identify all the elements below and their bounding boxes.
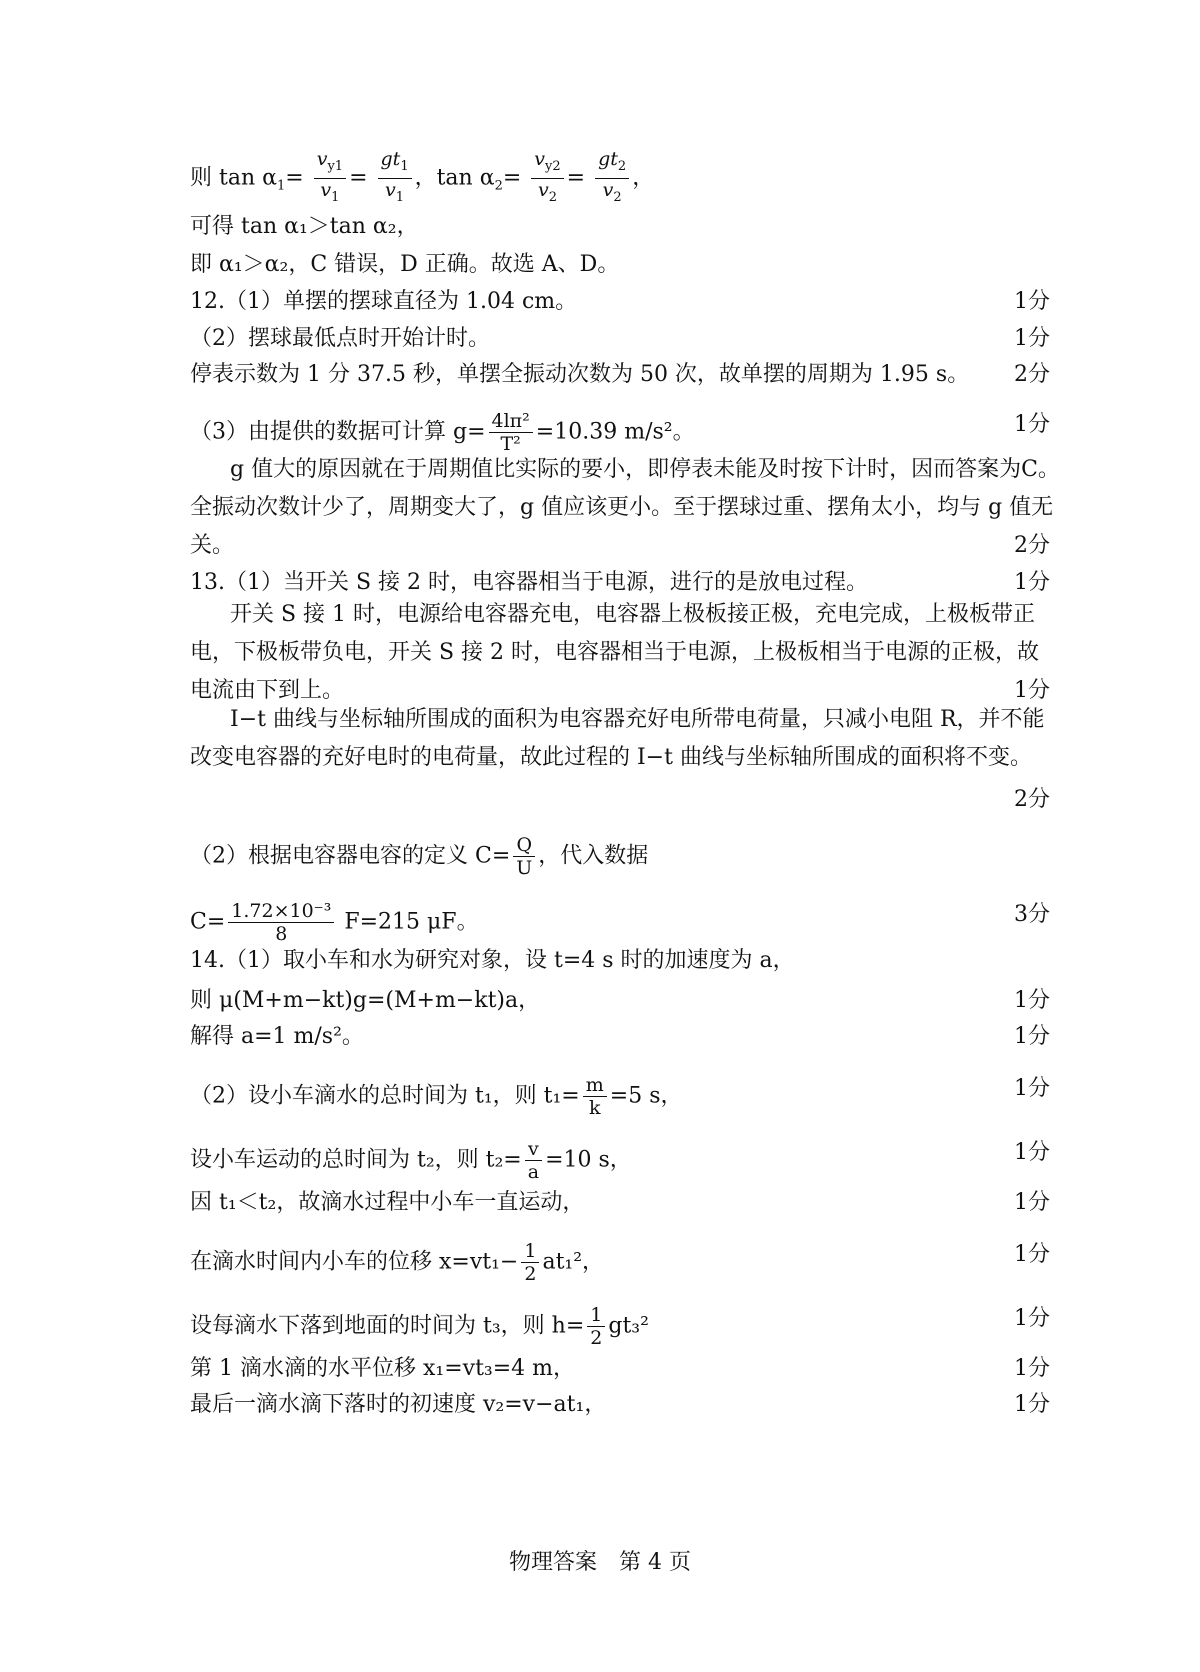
den: U — [516, 857, 533, 879]
num: 1 — [521, 1240, 539, 1263]
sub: 2 — [617, 158, 627, 174]
text: 在滴水时间内小车的位移 x=vt₁− — [190, 1249, 519, 1275]
line-14-displacement — [190, 1240, 1050, 1285]
end: ， — [632, 165, 655, 191]
text: gt₃² — [608, 1313, 649, 1339]
line-12-2: （2）摆球最低点时开始计时。 — [190, 326, 490, 351]
line-12-3 — [190, 410, 1050, 455]
score: 2分 — [1014, 362, 1050, 387]
sub: 1 — [395, 189, 405, 205]
score: 1分 — [1014, 1242, 1050, 1267]
text: =5 s， — [609, 1083, 683, 1109]
den: a — [527, 1161, 540, 1183]
den: 8 — [275, 923, 288, 945]
text: at₁²， — [542, 1249, 605, 1275]
num: Q — [513, 834, 535, 857]
num: 1.72×10⁻³ — [228, 900, 334, 923]
fraction — [489, 410, 533, 455]
line-14-t1 — [190, 1074, 1050, 1119]
text: =10.39 m/s²。 — [535, 419, 695, 445]
num: gt — [598, 148, 618, 170]
sub: 2 — [494, 178, 503, 194]
fraction — [587, 1304, 605, 1349]
score: 1分 — [1014, 1190, 1050, 1215]
eq: = — [285, 165, 304, 191]
score: 1分 — [1014, 1076, 1050, 1101]
paragraph-g-reason: g 值大的原因就在于周期值比实际的要小，即停表未能及时按下计时，因而答案为C。全振动次数计少了，周期变大了，g 值应该更小。至于摆球过重、摆角太小，均与 g 值无关。 — [190, 457, 1060, 558]
paragraph-charging: 开关 S 接 1 时，电源给电容器充电，电容器上极板接正极，充电完成，上极板带正电，下极板带负电，开关 S 接 2 时，电容器相当于电源，上极板相当于电源的正极，故电流由下到上。 — [190, 602, 1040, 703]
text: C= — [190, 909, 226, 935]
score: 1分 — [1014, 1140, 1050, 1165]
num: v — [316, 148, 328, 170]
den: v — [385, 178, 396, 201]
line-12-period: 停表示数为 1 分 37.5 秒，单摆全振动次数为 50 次，故单摆的周期为 1.95 s。 — [190, 362, 970, 387]
score: 1分 — [1014, 289, 1050, 314]
score: 1分 — [1014, 988, 1050, 1013]
fraction — [583, 1074, 607, 1119]
line-14-compare: 因 t₁＜t₂，故滴水过程中小车一直运动， — [190, 1190, 585, 1215]
sub: y2 — [545, 158, 561, 174]
fraction — [513, 834, 535, 879]
text: （2）根据电容器电容的定义 C= — [190, 843, 511, 869]
den: 2 — [524, 1263, 537, 1285]
score: 1分 — [1014, 1306, 1050, 1331]
line-14-x1: 第 1 滴水滴的水平位移 x₁=vt₃=4 m， — [190, 1356, 576, 1381]
line-tan-alpha — [190, 148, 1050, 209]
fraction — [228, 900, 334, 945]
score: 2分 — [1014, 787, 1050, 812]
line-conclusion-11: 即 α₁＞α₂，C 错误，D 正确。故选 A、D。 — [190, 252, 620, 277]
sub: 1 — [400, 158, 409, 174]
den: k — [589, 1097, 601, 1119]
mid: ，tan α — [414, 165, 495, 191]
sub: 1 — [276, 178, 286, 194]
sub: 2 — [548, 189, 557, 205]
num: 1 — [587, 1304, 605, 1327]
num: v — [525, 1138, 542, 1161]
den: 2 — [590, 1327, 603, 1349]
den: T² — [500, 433, 521, 455]
fraction — [521, 1240, 539, 1285]
score: 1分 — [1014, 412, 1050, 437]
score: 1分 — [1014, 1024, 1050, 1049]
line-14-fall — [190, 1304, 1050, 1349]
line-13-2 — [190, 834, 1050, 879]
den: v — [537, 178, 549, 201]
score: 2分 — [1014, 533, 1050, 558]
text: 设小车运动的总时间为 t₂，则 t₂= — [190, 1147, 522, 1173]
den: v — [602, 178, 614, 201]
line-14-a: 解得 a=1 m/s²。 — [190, 1024, 364, 1049]
paragraph-it-curve: I−t 曲线与坐标轴所围成的面积为电容器充好电所带电荷量，只减小电阻 R，并不能改变电容器的充好电时的电荷量，故此过程的 I−t 曲线与坐标轴所围成的面积将不变。 — [190, 707, 1045, 770]
sub: y1 — [327, 158, 344, 174]
den: v — [320, 178, 332, 201]
sub: 2 — [613, 189, 622, 205]
line-14-v2: 最后一滴水滴下落时的初速度 v₂=v−at₁， — [190, 1392, 607, 1417]
eq: = — [502, 165, 522, 191]
score: 1分 — [1014, 1356, 1050, 1381]
line-13-calc — [190, 900, 1050, 945]
score: 1分 — [1014, 678, 1050, 703]
fraction — [595, 148, 629, 209]
line-compare-tan: 可得 tan α₁＞tan α₂， — [190, 214, 419, 239]
fraction — [314, 148, 346, 209]
fraction — [525, 1138, 542, 1183]
text: ，代入数据 — [538, 843, 649, 869]
page-footer: 物理答案 第 4 页 — [509, 1550, 691, 1575]
fraction — [531, 148, 563, 209]
line-13-1: 13.（1）当开关 S 接 2 时，电容器相当于电源，进行的是放电过程。 — [190, 570, 869, 595]
text: 设每滴水下落到地面的时间为 t₃，则 h= — [190, 1313, 585, 1339]
score: 1分 — [1014, 570, 1050, 595]
line-14-t2 — [190, 1138, 1050, 1183]
text: F=215 μF。 — [344, 909, 479, 935]
line-14-1: 14.（1）取小车和水为研究对象，设 t=4 s 时的加速度为 a， — [190, 948, 795, 973]
line-12-1: 12.（1）单摆的摆球直径为 1.04 cm。 — [190, 289, 578, 314]
eq: = — [349, 165, 368, 191]
tan-prefix: 则 tan α — [190, 165, 277, 191]
score: 1分 — [1014, 1392, 1050, 1417]
num: m — [583, 1074, 607, 1097]
text: （3）由提供的数据可计算 g= — [190, 419, 486, 445]
eq: = — [566, 165, 586, 191]
num: v — [534, 148, 546, 170]
fraction — [378, 148, 412, 209]
text: =10 s， — [545, 1147, 632, 1173]
num: gt — [380, 148, 401, 170]
score: 3分 — [1014, 902, 1050, 927]
score: 1分 — [1014, 326, 1050, 351]
text: （2）设小车滴水的总时间为 t₁，则 t₁= — [190, 1083, 580, 1109]
num: 4lπ² — [489, 410, 533, 433]
line-14-eq: 则 μ(M+m−kt)g=(M+m−kt)a， — [190, 988, 541, 1013]
sub: 1 — [331, 189, 340, 205]
